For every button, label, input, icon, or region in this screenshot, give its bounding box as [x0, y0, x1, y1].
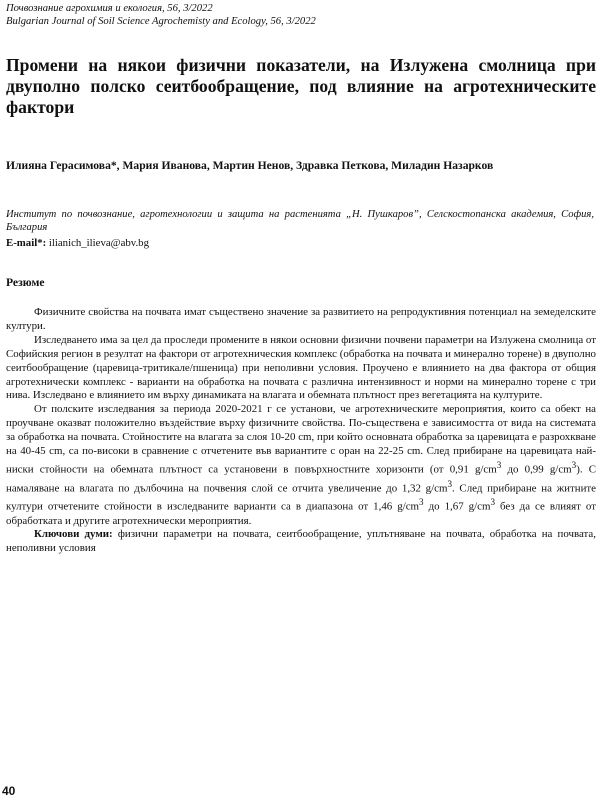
email-line: [6, 236, 149, 250]
text-run: ). С намаляване на влагата по дълбочина на почвения слой се отчита увеличение до 1,32 g/cm: [6, 463, 596, 495]
email-label: E-mail*:: [6, 237, 47, 249]
author-list: Илияна Герасимова*, Мария Иванова, Мартин Ненов, Здравка Петкова, Миладин Назарков: [6, 159, 494, 172]
text-run: до 0,99 g/cm: [501, 463, 572, 476]
abstract-heading: Резюме: [6, 276, 45, 289]
text-run: . След прибиране на житните култури отчетените стойности в изследваните варианти са в диапазона от 1,46 g/cm: [6, 482, 596, 513]
keywords: [6, 528, 596, 556]
text-run: без да се влияят от обработката и другите агротехнически мероприятия.: [6, 500, 596, 527]
abstract-paragraph: Изследването има за цел да проследи промените в някои основни физични почвени параметри на Излужена смолница от Софийския регион в резултат на фактори от агротехническия комплекс (обработка на почвата и минерално торене) в двуполно сеитбообращение (царевица-тритикале/пшеница) при неполивни условия. Проучено е влиянието на два фактора от общия агротехнически комплекс - варианти на обработка на почвата с различна интензивност и норми на минерално торене с три нива. Изследвано е влиянието им върху динамиката на влагата и обемната плътност през вегетацията на културите.: [6, 333, 596, 402]
superscript: 3: [490, 497, 495, 508]
journal-name-bg: Почвознание агрохимия и екология, 56, 3/2022: [6, 3, 213, 14]
paper-title: Промени на някои физични показатели, на Излужена смолница при двуполно полско сеитбообращение, под влияние на агротехническите фактори: [6, 55, 596, 117]
text-run: От полските изследвания за периода 2020-2021 г се установи, че агротехническите мероприятия, които са обект на проучване оказват положително въздействие върху физичните свойства. По-съществена е зависимостта от вида на системата за обработка на почвата. Стойностите на влагата за слоя 10-20 cm, при който основната обработка за царевицата е разрохкване на 40-45 cm, са по-високи в сравнение с отчетените във вариантите с оран на 22-25 cm. След прибиране на царевицата най-ниски стойности на обемната плътност са установени в повърхностните хоризонти (от 0,91 g/cm: [6, 403, 596, 476]
superscript: 3: [496, 459, 502, 470]
superscript: 3: [447, 478, 452, 489]
abstract-paragraph: Физичните свойства на почвата имат съществено значение за развитието на репродуктивния потенциал на земеделските култури.: [6, 306, 596, 332]
abstract-body: [6, 301, 596, 556]
keywords-label: Ключови думи:: [34, 528, 113, 541]
superscript: 3: [571, 459, 577, 470]
affiliation: Институт по почвознание, агротехнологии и защита на растенията „Н. Пушкаров”, Селскостопанска академия, София, България: [6, 209, 594, 233]
page-number: 40: [2, 784, 16, 798]
journal-name-en: Bulgarian Journal of Soil Science Agrochemisty and Ecology, 56, 3/2022: [6, 16, 316, 27]
email-address[interactable]: ilianich_ilieva@abv.bg: [46, 237, 149, 249]
text-run: до 1,67 g/cm: [423, 500, 491, 513]
abstract-paragraph: [6, 403, 596, 528]
keywords-list: физични параметри на почвата, сеитбообращение, уплътняване на почвата, обработка на почвата, неполивни условия: [6, 528, 596, 555]
journal-header: [6, 2, 594, 28]
superscript: 3: [419, 497, 424, 508]
